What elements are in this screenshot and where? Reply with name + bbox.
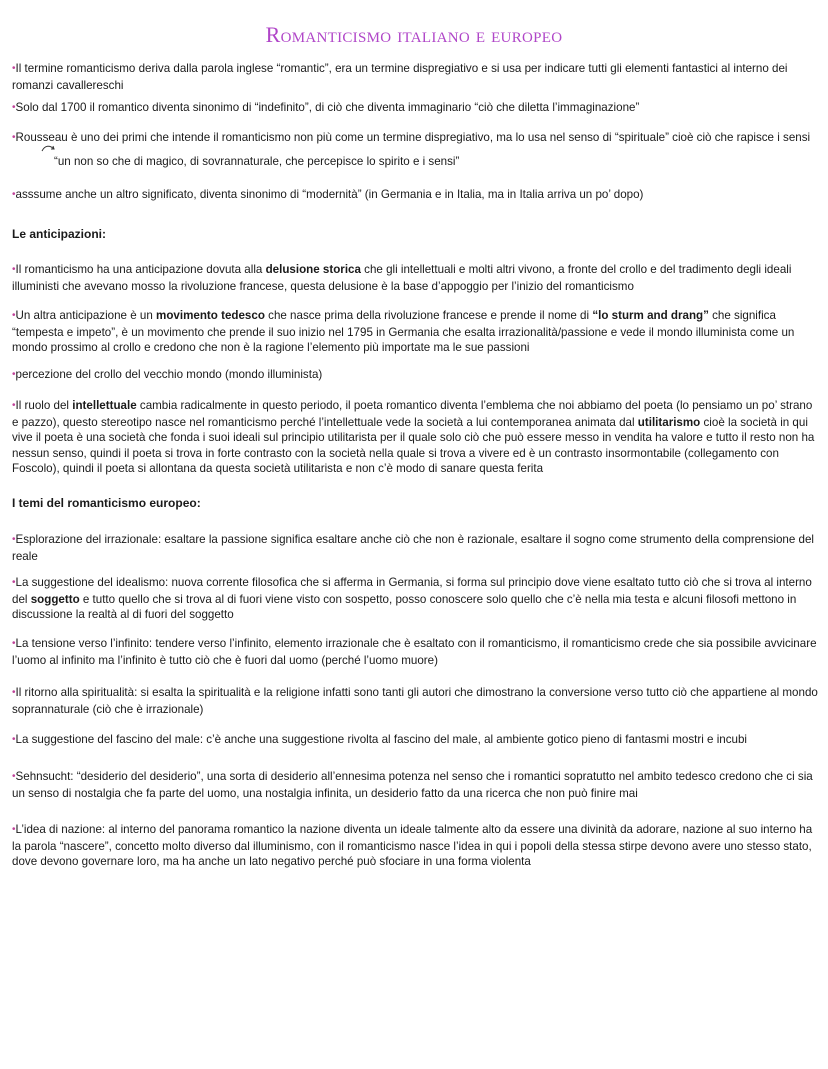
paragraph-nazione: •L’idea di nazione: al interno del panorama romantico la nazione diventa un ideale talmente alto da essere una divinità da adorare, nazione al suo interno ha la parola “nascere”, concetto molto diverso dal illuminismo, con il romanticismo nasce l’idea in qui i popoli della stessa stirpe devono avere uno stesso stato, dove devono governare loro, ma ha anche un lato negativo perché può sfociare in una forma violenta bbox=[12, 823, 813, 869]
paragraph-intellettuale: •Il ruolo del intellettuale cambia radicalmente in questo periodo, il poeta romantico diventa l’emblema che noi abbiamo del poeta (lo pensiamo un po’ strano e pazzo), questo stereotipo nasce nel romanticismo perché l’intellettuale vede la società a lui contemporanea animata dal utilitarismo cioè la società in qui vive il poeta è una società che fonda i suoi ideali sul principio utilitarista per il quale solo ciò che può essere messo in vendita ha valore e tutto il resto non ha nessun senso, quindi il poeta si trova in forte contrasto con la società nella quale si trova a vivere ed è un contrasto insormontabile (collegamento con Foscolo), quindi il poeta si allontana da questa società utilitarista e non c’è modo di sanare questa ferita bbox=[12, 399, 815, 476]
paragraph-idealismo: •La suggestione del idealismo: nuova corrente filosofica che si afferma in Germania, si forma sul principio dove viene esaltato tutto ciò che si trova al interno del soggetto e tutto quello che si trova al di fuori viene visto con sospetto, posso conoscere solo quello che c’è nella mia testa e alcuni filosofi mettono in discussione la realtà al di fuori del soggetto bbox=[12, 576, 812, 622]
bullet: • bbox=[12, 189, 16, 200]
bullet: • bbox=[12, 638, 16, 649]
paragraph-sehnsucht: •Sehnsucht: “desiderio del desiderio”, una sorta di desiderio all’ennesima potenza nel senso che i romantici sopratutto nel ambito tedesco credono che ci sia un senso di nostalgia che fa parte del uomo, una nostalgia infinita, un desiderio fatto da una ricerca che non può finire mai bbox=[12, 770, 813, 800]
paragraph-sturm-drang: •Un altra anticipazione è un movimento tedesco che nasce prima della rivoluzione francese e prende il nome di “lo sturm and drang” che significa “tempesta e impeto”, è un movimento che prende il suo inizio nel 1795 in Germania che esalta irrazionalità/passione e vede il mondo illuminista come un mondo prossimo al crollo e credono che non è la ragione l’elemento più importate ma le sue passioni bbox=[12, 309, 795, 355]
curved-arrow-icon bbox=[41, 143, 57, 153]
bullet: • bbox=[12, 400, 16, 411]
bullet: • bbox=[12, 63, 16, 74]
bullet: • bbox=[12, 310, 16, 321]
bullet: • bbox=[12, 687, 16, 698]
bullet: • bbox=[12, 132, 16, 143]
paragraph-rousseau: •Rousseau è uno dei primi che intende il romanticismo non più come un termine dispregiativo, ma lo usa nel senso di “spirituale” cioè ciò che rapisce i sensi bbox=[12, 131, 811, 144]
paragraph-male: •La suggestione del fascino del male: c’è anche una suggestione rivolta al fascino del male, al ambiente gotico pieno di fantasmi mostri e incubi bbox=[12, 733, 747, 746]
bullet: • bbox=[12, 824, 16, 835]
paragraph-spiritualita: •Il ritorno alla spiritualità: si esalta la spiritualità e la religione infatti sono tanti gli autori che dimostrano la conversione verso tutto ciò che appartiene al mondo soprannaturale (ciò che è irrazionale) bbox=[12, 686, 818, 716]
bullet: • bbox=[12, 534, 16, 545]
bullet: • bbox=[12, 264, 16, 275]
paragraph-infinito: •La tensione verso l’infinito: tendere verso l’infinito, elemento irrazionale che è esaltato con il romanticismo, il romanticismo crede che sia possibile avvicinare l’uomo al infinito ma l’infinito è tutto ciò che è fuori dal uomo (perché l’uomo muore) bbox=[12, 637, 817, 667]
paragraph-indefinito: •Solo dal 1700 il romantico diventa sinonimo di “indefinito”, di ciò che diventa immaginario “ciò che diletta l’immaginazione” bbox=[12, 101, 640, 114]
bullet: • bbox=[12, 771, 16, 782]
bullet: • bbox=[12, 369, 16, 380]
bullet: • bbox=[12, 734, 16, 745]
rousseau-quote: “un non so che di magico, di sovrannaturale, che percepisce lo spirito e i sensi” bbox=[54, 155, 460, 168]
paragraph-delusione: •Il romanticismo ha una anticipazione dovuta alla delusione storica che gli intellettuali e molti altri vivono, a fronte del crollo e del tradimento degli ideali illuministi che avevano mosso la rivoluzione francese, questa delusione è la base d’appoggio per l’inizio del romanticismo bbox=[12, 263, 792, 293]
page-title: Romanticismo italiano e europeo bbox=[265, 22, 563, 47]
paragraph-modernita: •asssume anche un altro significato, diventa sinonimo di “modernità” (in Germania e in Italia, ma in Italia arriva un po’ dopo) bbox=[12, 188, 644, 201]
paragraph-irrazionale: •Esplorazione del irrazionale: esaltare la passione significa esaltare anche ciò che non è razionale, esaltare il sogno come strumento della comprensione del reale bbox=[12, 533, 815, 563]
section-heading-temi: I temi del romanticismo europeo: bbox=[12, 496, 201, 510]
bullet: • bbox=[12, 102, 16, 113]
bullet: • bbox=[12, 577, 16, 588]
paragraph-etymology: •Il termine romanticismo deriva dalla parola inglese “romantic”, era un termine dispregiativo e si usa per indicare tutti gli elementi fantastici al interno dei romanzi cavallereschi bbox=[12, 62, 788, 92]
section-heading-anticipazioni: Le anticipazioni: bbox=[12, 227, 107, 241]
paragraph-crollo: •percezione del crollo del vecchio mondo (mondo illuminista) bbox=[12, 368, 323, 381]
